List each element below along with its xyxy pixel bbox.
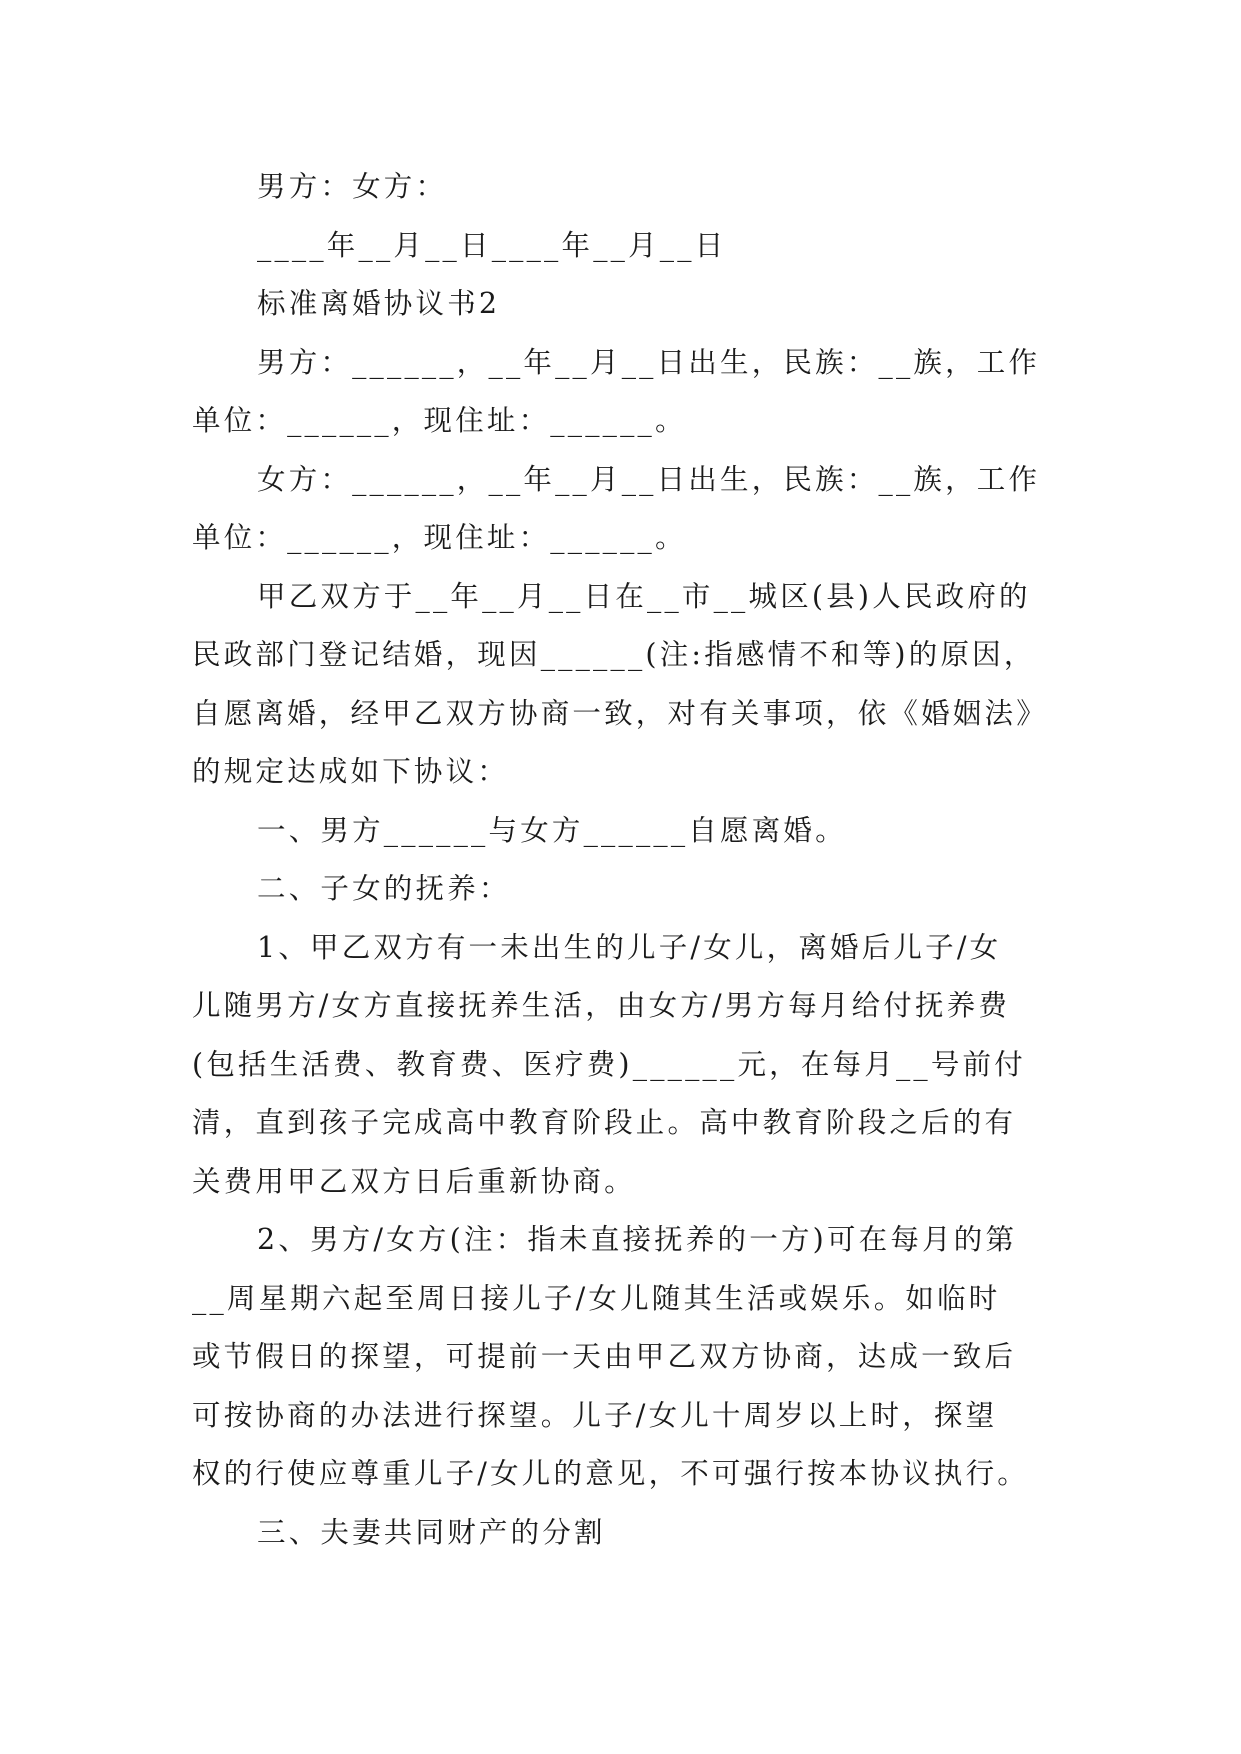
paragraph-line: 男方：______，__年__月__日出生，民族：__族，工作 <box>257 345 1041 379</box>
document-body <box>192 158 1052 1562</box>
clause-heading: 二、子女的抚养： <box>257 872 511 905</box>
clause-heading: 三、夫妻共同财产的分割 <box>257 1515 606 1549</box>
paragraph-line: 女方：______，__年__月__日出生，民族：__族，工作 <box>257 462 1041 496</box>
paragraph-line: 清，直到孩子完成高中教育阶段止。高中教育阶段之后的有 <box>192 1106 1017 1139</box>
document-title: 标准离婚协议书2 <box>257 287 501 320</box>
paragraph-line: 关费用甲乙双方日后重新协商。 <box>192 1164 636 1198</box>
paragraph-line: 权的行使应尊重儿子/女儿的意见，不可强行按本协议执行。 <box>192 1457 1030 1490</box>
signature-date-line: ____年__月__日____年__月__日 <box>257 228 727 262</box>
paragraph-line: 1、甲乙双方有一未出生的儿子/女儿，离婚后儿子/女 <box>257 930 1002 964</box>
paragraph-line: 民政部门登记结婚，现因______(注:指感情不和等)的原因， <box>192 638 1036 671</box>
paragraph-line: 的规定达成如下协议： <box>192 755 510 788</box>
paragraph-line: 自愿离婚，经甲乙双方协商一致，对有关事项，依《婚姻法》 <box>192 696 1048 730</box>
paragraph-line: 儿随男方/女方直接抚养生活，由女方/男方每月给付抚养费 <box>192 989 1011 1022</box>
paragraph-line: 或节假日的探望，可提前一天由甲乙双方协商，达成一致后 <box>192 1340 1017 1373</box>
paragraph-line: 单位：______，现住址：______。 <box>192 521 687 554</box>
paragraph-line: __周星期六起至周日接儿子/女儿随其生活或娱乐。如临时 <box>192 1281 1001 1315</box>
paragraph-line: 单位：______，现住址：______。 <box>192 404 687 437</box>
paragraph-line: (包括生活费、教育费、医疗费)______元，在每月__号前付 <box>192 1047 1026 1081</box>
paragraph-line: 2、男方/女方(注：指未直接抚养的一方)可在每月的第 <box>257 1223 1018 1256</box>
clause-heading: 一、男方______与女方______自愿离婚。 <box>257 813 847 847</box>
signature-parties-line: 男方：女方： <box>257 170 448 203</box>
paragraph-line: 可按协商的办法进行探望。儿子/女儿十周岁以上时，探望 <box>192 1398 998 1432</box>
paragraph-line: 甲乙双方于__年__月__日在__市__城区(县)人民政府的 <box>257 579 1031 613</box>
